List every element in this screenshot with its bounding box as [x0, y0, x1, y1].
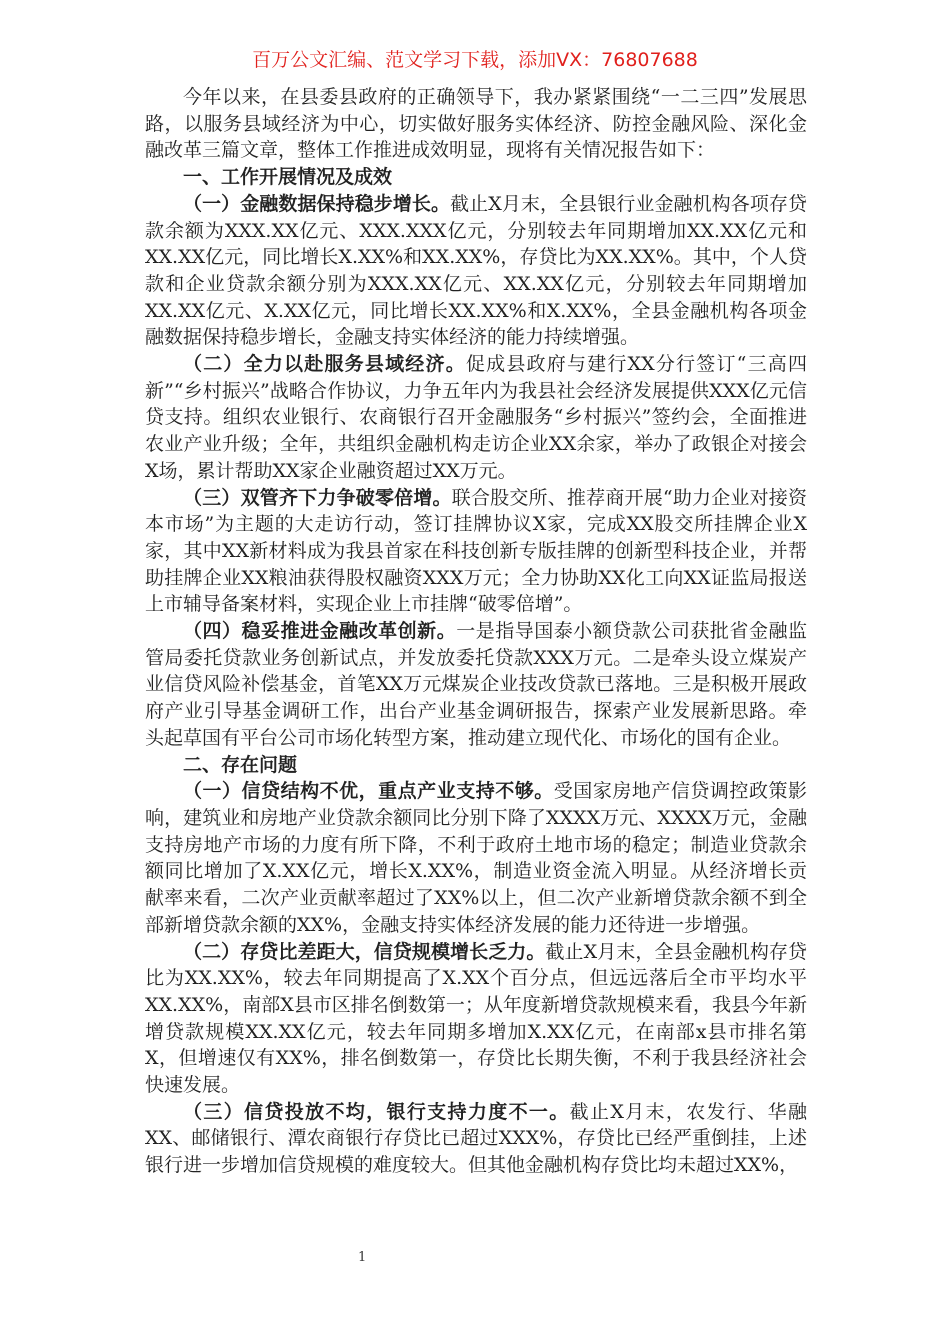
section-heading: 一、工作开展情况及成效	[183, 166, 393, 189]
paragraph	[145, 191, 807, 351]
watermark-header: 百万公文汇编、范文学习下载，添加VX：76807688	[252, 49, 698, 71]
paragraph	[145, 351, 807, 485]
paragraph-lead: （一）金融数据保持稳步增长。	[183, 192, 451, 215]
paragraph	[145, 778, 807, 938]
document-body	[145, 84, 807, 1179]
paragraph-lead: （三）信贷投放不均，银行支持力度不一。	[183, 1100, 570, 1123]
paragraph-lead: （一）信贷结构不优，重点产业支持不够。	[183, 780, 554, 803]
paragraph-lead: （二）全力以赴服务县域经济。	[183, 353, 466, 376]
paragraph-text: 截止X月末，全县银行业金融机构各项存贷款余额为XXX.XX亿元、XXX.XXX亿元，分别较去年同期增加XX.XX亿元和XX.XX亿元，同比增长X.XX%和XX.XX%，存贷比为XX.XX%。其中，个人贷款和企业贷款余额分别为XXX.XX亿元、XX.XX亿元，分别较去年同期增加XX.XX亿元、X.XX亿元，同比增长XX.XX%和X.XX%，全县金融机构各项金融数据保持稳步增长，金融支持实体经济的能力持续增强。	[145, 192, 807, 349]
paragraph-text: 联合股交所、推荐商开展“助力企业对接资本市场”为主题的大走访行动，签订挂牌协议X家，完成XX股交所挂牌企业X家，其中XX新材料成为我县首家在科技创新专版挂牌的创新型科技企业，并帮助挂牌企业XX粮油获得股权融资XXX万元；全力协助XX化工向XX证监局报送上市辅导备案材料，实现企业上市挂牌“破零倍增”。	[145, 486, 807, 616]
paragraph-text: 截止X月末，全县金融机构存贷比为XX.XX%，较去年同期提高了X.XX个百分点，但远远落后全市平均水平XX.XX%，南部X县市区排名倒数第一；从年度新增贷款规模来看，我县今年新增贷款规模XX.XX亿元，较去年同期多增加X.XX亿元，在南部x县市排名第X，但增速仅有XX%，排名倒数第一，存贷比长期失衡，不利于我县经济社会快速发展。	[145, 940, 807, 1097]
paragraph-lead: （四）稳妥推进金融改革创新。	[183, 620, 457, 643]
page-number: 1	[358, 1250, 367, 1265]
paragraph-text: 受国家房地产信贷调控政策影响，建筑业和房地产业贷款余额同比分别下降了XXXX万元、XXXX万元，金融支持房地产市场的力度有所下降，不利于政府土地市场的稳定；制造业贷款余额同比增加了X.XX亿元，增长X.XX%，制造业资金流入明显。从经济增长贡献率来看，二次产业贡献率超过了XX%以上，但二次产业新增贷款余额不到全部新增贷款余额的XX%，金融支持实体经济发展的能力还待进一步增强。	[145, 780, 807, 936]
paragraph-text: 促成县政府与建行XX分行签订“三高四新”“乡村振兴”战略合作协议，力争五年内为我县社会经济发展提供XXX亿元信贷支持。组织农业银行、农商银行召开金融服务“乡村振兴”签约会，全面推进农业产业升级；全年，共组织金融机构走访企业XX余家，举办了政银企对接会X场，累计帮助XX家企业融资超过XX万元。	[145, 353, 807, 482]
paragraph-text: 一是指导国泰小额贷款公司获批省金融监管局委托贷款业务创新试点，并发放委托贷款XXX万元。二是牵头设立煤炭产业信贷风险补偿基金，首笔XX万元煤炭企业技改贷款已落地。三是积极开展政府产业引导基金调研工作，出台产业基金调研报告，探索产业发展新思路。牵头起草国有平台公司市场化转型方案，推动建立现代化、市场化的国有企业。	[145, 620, 807, 749]
paragraph	[145, 618, 807, 752]
section-heading: 二、存在问题	[183, 753, 298, 776]
paragraph-text: 截止X月末，农发行、华融XX、邮储银行、潭农商银行存贷比已超过XXX%，存贷比已经严重倒挂，上述银行进一步增加信贷规模的难度较大。但其他金融机构存贷比均未超过XX%，	[145, 1100, 807, 1177]
paragraph-lead: （二）存贷比差距大，信贷规模增长乏力。	[183, 940, 546, 963]
intro-paragraph: 今年以来，在县委县政府的正确领导下，我办紧紧围绕“一二三四”发展思路，以服务县域经济为中心，切实做好服务实体经济、防控金融风险、深化金融改革三篇文章，整体工作推进成效明显，现将有关情况报告如下：	[145, 86, 807, 162]
paragraph	[145, 485, 807, 619]
paragraph-lead: （三）双管齐下力争破零倍增。	[183, 486, 452, 509]
paragraph	[145, 939, 807, 1099]
paragraph	[145, 1099, 807, 1179]
